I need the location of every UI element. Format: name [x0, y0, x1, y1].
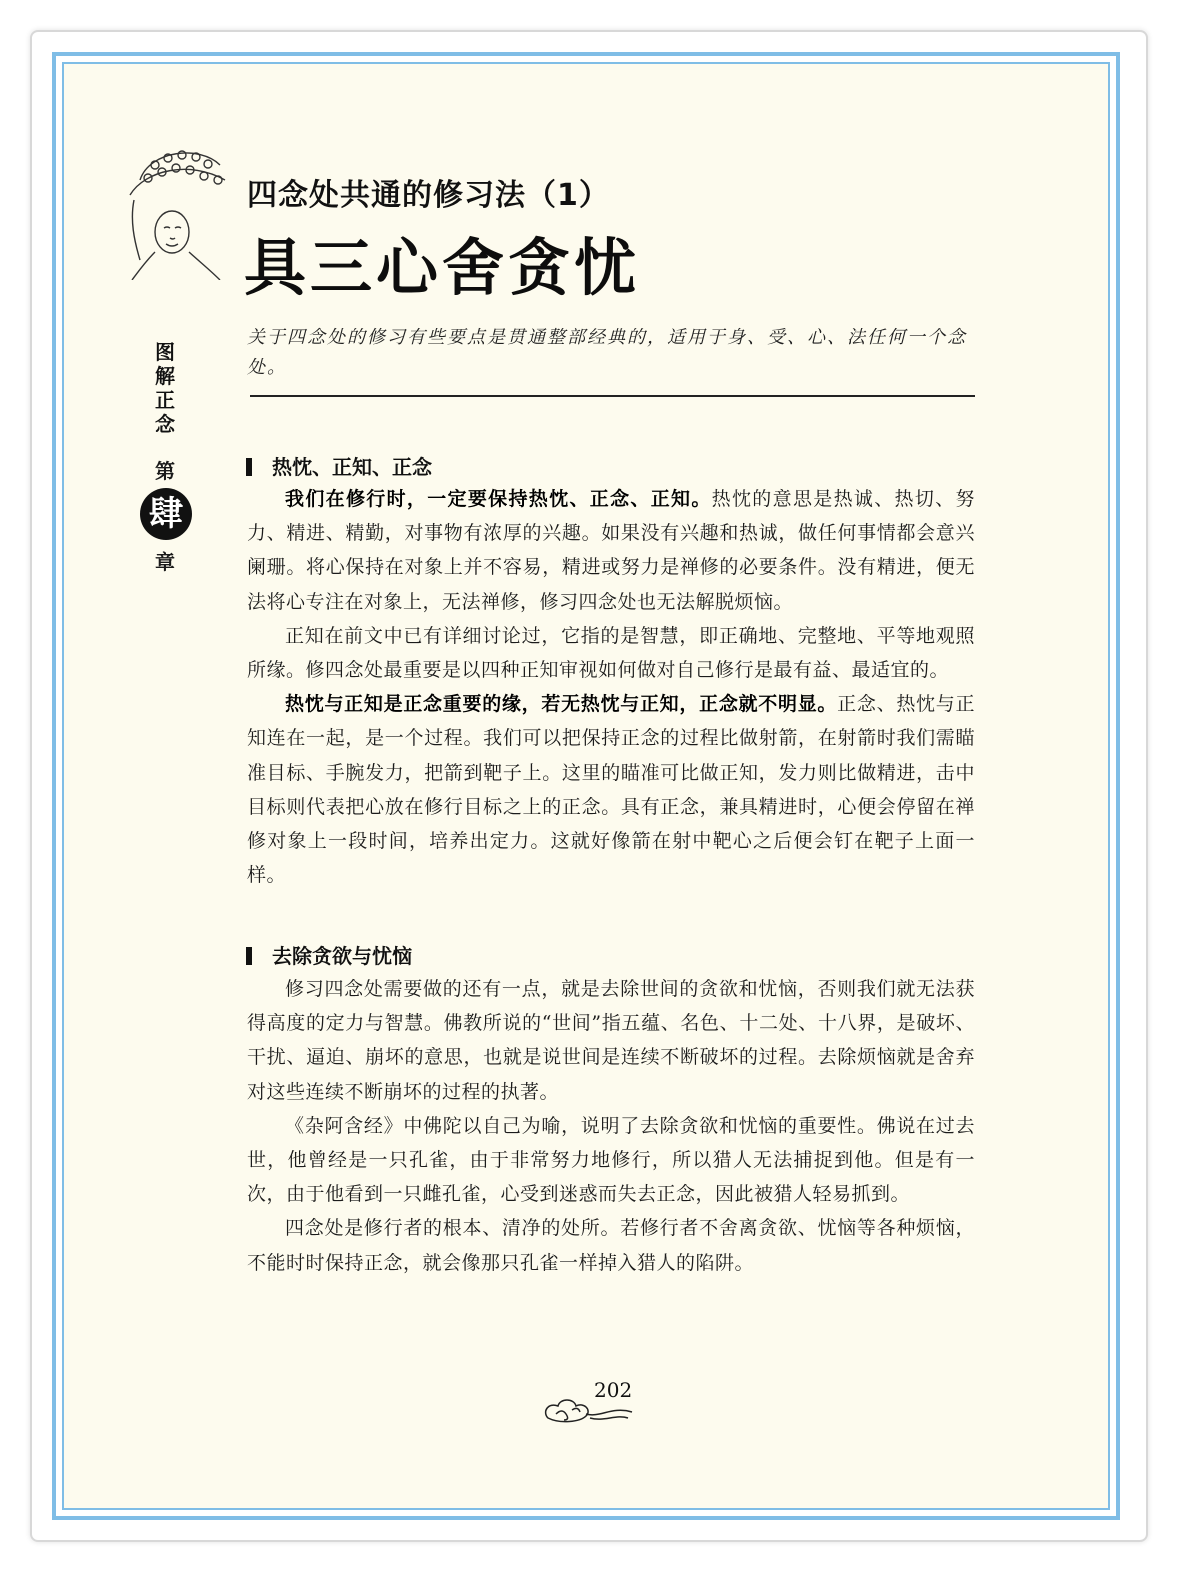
paragraph-text: 热忱的意思是热诚、热切、努力、精进、精勤，对事物有浓厚的兴趣。如果没有兴趣和热诚，做任何事情都会意兴阑珊。将心保持在对象上并不容易，精进或努力是禅修的必要条件。没有精进，便无法将心专注在对象上，无法禅修，修习四念处也无法解脱烦恼。 [247, 488, 975, 613]
heading-bar-icon [246, 947, 252, 965]
side-book-title-char: 念 [155, 412, 175, 436]
chapter-suffix: 章 [155, 550, 175, 574]
chapter-prefix: 第 [155, 459, 175, 483]
section-heading [246, 451, 432, 480]
bold-lead: 热忱与正知是正念重要的缘，若无热忱与正知，正念就不明显。 [285, 693, 838, 716]
section-pretitle: 四念处共通的修习法（1） [247, 178, 610, 213]
section-heading [246, 940, 412, 969]
side-book-title [150, 340, 180, 436]
intro-text: 关于四念处的修习有些要点是贯通整部经典的，适用于身、受、心、法任何一个念处。 [247, 327, 967, 378]
section-heading-text: 热忱、正知、正念 [272, 455, 432, 479]
paragraph: 正知在前文中已有详细讨论过，它指的是智慧，即正确地、完整地、平等地观照所缘。修四念处最重要是以四种正知审视如何做对自己修行是最有益、最适宜的。 [247, 624, 975, 682]
paragraph: 《杂阿含经》中佛陀以自己为喻，说明了去除贪欲和忧恼的重要性。佛说在过去世，他曾经是一只孔雀，由于非常努力地修行，所以猎人无法捕捉到他。但是有一次，由于他看到一只雌孔雀，心受到迷惑而失去正念，因此被猎人轻易抓到。 [247, 1114, 975, 1206]
cloud-ornament-icon [540, 1392, 635, 1428]
paragraph: 四念处是修行者的根本、清净的处所。若修行者不舍离贪欲、忧恼等各种烦恼，不能时时保持正念，就会像那只孔雀一样掉入猎人的陷阱。 [247, 1217, 975, 1274]
monk-portrait-illustration [120, 140, 230, 280]
heading-bar-icon [246, 458, 252, 476]
bold-lead: 我们在修行时，一定要保持热忱、正念、正知。 [285, 488, 712, 510]
side-book-title-char: 正 [155, 388, 175, 412]
section-body [247, 972, 975, 1280]
paragraph: 修习四念处需要做的还有一点，就是去除世间的贪欲和忧恼，否则我们就无法获得高度的定力与智慧。佛教所说的“世间”指五蕴、名色、十二处、十八界，是破坏、干扰、逼迫、崩坏的意思，也就是说世间是连续不断破坏的过程。去除烦恼就是舍弃对这些连续不断崩坏的过程的执著。 [247, 978, 975, 1103]
side-book-title-char: 图 [155, 340, 175, 364]
page-number: 202 [594, 1378, 633, 1402]
divider [250, 395, 975, 397]
paragraph-text: 正念、热忱与正知连在一起，是一个过程。我们可以把保持正念的过程比做射箭，在射箭时我们需瞄准目标、手腕发力，把箭到靶子上。这里的瞄准可比做正知，发力则比做精进，击中目标则代表把心放在修行目标之上的正念。具有正念，兼具精进时，心便会停留在禅修对象上一段时间，培养出定力。这就好像箭在射中靶心之后便会钉在靶子上面一样。 [247, 693, 975, 887]
section-heading-text: 去除贪欲与忧恼 [272, 944, 412, 968]
side-book-title-char: 解 [155, 364, 175, 388]
paragraph [247, 687, 975, 892]
section-body [247, 482, 975, 892]
page-title: 具三心舍贪忧 [244, 231, 641, 304]
paragraph [247, 482, 975, 619]
chapter-number-badge: 肆 [140, 488, 192, 540]
